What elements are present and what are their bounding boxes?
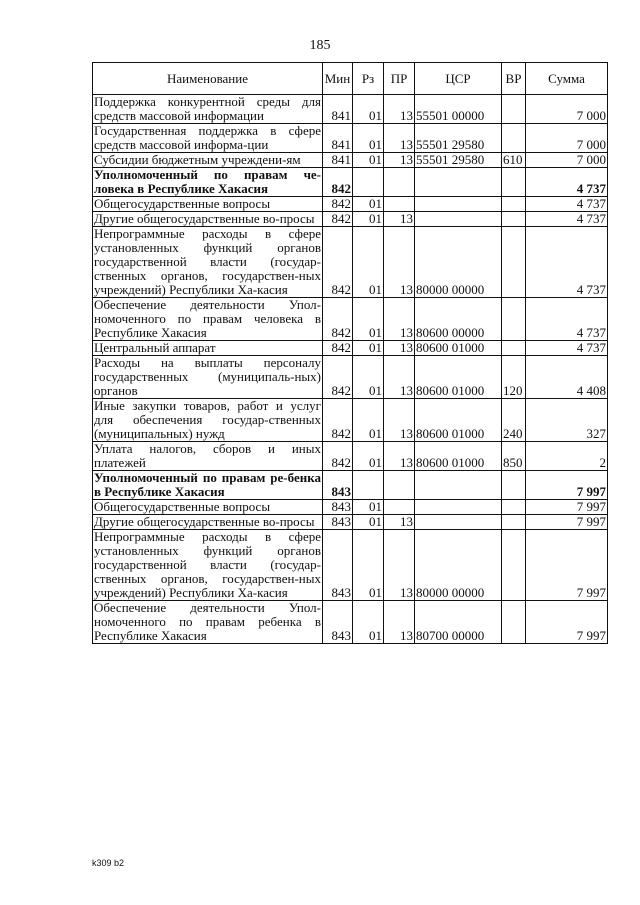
footer-code: k309 b2: [92, 858, 125, 868]
table-row: [93, 95, 608, 124]
header-min: Мин: [323, 63, 353, 95]
table-row: [93, 471, 608, 500]
cell-sum: 4 737: [526, 227, 608, 298]
cell-rz: [353, 168, 384, 197]
cell-sum: 4 737: [526, 168, 608, 197]
cell-vr: [502, 197, 526, 212]
cell-csr: 80700 00000: [415, 601, 502, 644]
cell-rz: 01: [353, 298, 384, 341]
cell-pr: 13: [384, 124, 415, 153]
cell-sum: 2: [526, 442, 608, 471]
table-row: [93, 124, 608, 153]
cell-pr: 13: [384, 341, 415, 356]
table-row: [93, 515, 608, 530]
cell-csr: 55501 29580: [415, 153, 502, 168]
table-row: [93, 227, 608, 298]
cell-min: 843: [323, 500, 353, 515]
cell-name: Расходы на выплаты персоналу государственных (муниципаль-ных) органов: [94, 355, 321, 398]
table-row: [93, 197, 608, 212]
cell-csr: [415, 471, 502, 500]
cell-vr: [502, 168, 526, 197]
cell-pr: [384, 197, 415, 212]
cell-sum: 7 997: [526, 471, 608, 500]
cell-pr: 13: [384, 153, 415, 168]
cell-pr: 13: [384, 601, 415, 644]
cell-pr: [384, 168, 415, 197]
cell-sum: 7 997: [526, 515, 608, 530]
cell-vr: [502, 95, 526, 124]
cell-min: 843: [323, 515, 353, 530]
cell-csr: 80600 01000: [415, 341, 502, 356]
cell-pr: 13: [384, 530, 415, 601]
cell-pr: 13: [384, 515, 415, 530]
header-sum: Сумма: [526, 63, 608, 95]
cell-sum: 7 997: [526, 601, 608, 644]
table-row: [93, 212, 608, 227]
cell-name: Непрограммные расходы в сфере установленных функций органов государственной власти (государ-ственных органов, государствен-ных учреждений) Республики Ха-касия: [94, 529, 321, 600]
cell-sum: 4 737: [526, 197, 608, 212]
cell-min: 842: [323, 197, 353, 212]
cell-pr: 13: [384, 95, 415, 124]
table-row: [93, 442, 608, 471]
cell-rz: 01: [353, 356, 384, 399]
cell-name: Непрограммные расходы в сфере установленных функций органов государственной власти (государ-ственных органов, государствен-ных учреждений) Республики Ха-касия: [94, 226, 321, 297]
table-row: [93, 530, 608, 601]
cell-vr: 120: [502, 356, 526, 399]
cell-vr: 850: [502, 442, 526, 471]
cell-csr: 80000 00000: [415, 227, 502, 298]
cell-rz: 01: [353, 442, 384, 471]
cell-csr: [415, 500, 502, 515]
cell-csr: 80600 01000: [415, 442, 502, 471]
cell-pr: 13: [384, 399, 415, 442]
cell-csr: [415, 197, 502, 212]
cell-vr: [502, 601, 526, 644]
cell-sum: 7 000: [526, 153, 608, 168]
cell-min: 843: [323, 601, 353, 644]
header-pr: ПР: [384, 63, 415, 95]
cell-sum: 7 997: [526, 530, 608, 601]
cell-min: 841: [323, 124, 353, 153]
cell-min: 842: [323, 442, 353, 471]
cell-csr: 55501 00000: [415, 95, 502, 124]
table-row: [93, 356, 608, 399]
cell-vr: 240: [502, 399, 526, 442]
cell-name: Другие общегосударственные во-просы: [93, 515, 323, 530]
cell-name: Общегосударственные вопросы: [93, 500, 323, 515]
cell-vr: [502, 298, 526, 341]
cell-min: 842: [323, 212, 353, 227]
cell-sum: 4 408: [526, 356, 608, 399]
cell-rz: 01: [353, 500, 384, 515]
cell-csr: [415, 212, 502, 227]
cell-name: Другие общегосударственные во-просы: [93, 212, 323, 227]
header-csr: ЦСР: [415, 63, 502, 95]
cell-rz: 01: [353, 530, 384, 601]
cell-min: 842: [323, 168, 353, 197]
cell-min: 842: [323, 227, 353, 298]
cell-csr: 80000 00000: [415, 530, 502, 601]
header-vr: ВР: [502, 63, 526, 95]
cell-rz: 01: [353, 601, 384, 644]
cell-sum: 7 997: [526, 500, 608, 515]
cell-pr: 13: [384, 227, 415, 298]
cell-sum: 327: [526, 399, 608, 442]
cell-csr: 55501 29580: [415, 124, 502, 153]
cell-vr: [502, 515, 526, 530]
cell-vr: [502, 471, 526, 500]
cell-min: 843: [323, 471, 353, 500]
table-row: [93, 399, 608, 442]
cell-sum: 4 737: [526, 298, 608, 341]
cell-min: 841: [323, 95, 353, 124]
cell-rz: 01: [353, 399, 384, 442]
cell-sum: 4 737: [526, 212, 608, 227]
cell-sum: 7 000: [526, 95, 608, 124]
cell-csr: 80600 01000: [415, 399, 502, 442]
cell-pr: 13: [384, 442, 415, 471]
cell-rz: 01: [353, 212, 384, 227]
header-rz: Рз: [353, 63, 384, 95]
cell-pr: 13: [384, 212, 415, 227]
cell-pr: [384, 471, 415, 500]
cell-csr: [415, 515, 502, 530]
cell-rz: 01: [353, 95, 384, 124]
cell-name: Центральный аппарат: [93, 341, 323, 356]
cell-rz: 01: [353, 197, 384, 212]
cell-vr: [502, 530, 526, 601]
cell-csr: 80600 01000: [415, 356, 502, 399]
cell-rz: 01: [353, 124, 384, 153]
cell-min: 842: [323, 399, 353, 442]
table-row: [93, 500, 608, 515]
cell-pr: 13: [384, 298, 415, 341]
cell-vr: [502, 227, 526, 298]
table-row: [93, 168, 608, 197]
cell-vr: [502, 500, 526, 515]
page-number: 185: [309, 38, 331, 53]
cell-min: 842: [323, 356, 353, 399]
table-row: [93, 341, 608, 356]
cell-min: 843: [323, 530, 353, 601]
cell-vr: [502, 124, 526, 153]
cell-vr: 610: [502, 153, 526, 168]
table-row: [93, 153, 608, 168]
cell-name: Поддержка конкурентной среды для средств массовой информации: [94, 94, 321, 123]
cell-min: 842: [323, 298, 353, 341]
cell-csr: [415, 168, 502, 197]
cell-rz: 01: [353, 341, 384, 356]
cell-min: 842: [323, 341, 353, 356]
header-row: [93, 63, 608, 95]
cell-sum: 7 000: [526, 124, 608, 153]
cell-name: Государственная поддержка в сфере средств массовой информа-ции: [94, 123, 321, 152]
budget-table: [92, 62, 608, 644]
cell-vr: [502, 212, 526, 227]
cell-name: Уполномоченный по правам ре-бенка в Республике Хакасия: [94, 470, 321, 499]
table-row: [93, 601, 608, 644]
cell-name: Обеспечение деятельности Упол-номоченного по правам ребенка в Республике Хакасия: [94, 600, 321, 643]
cell-name: Уплата налогов, сборов и иных платежей: [94, 441, 321, 470]
cell-pr: [384, 500, 415, 515]
cell-name: Общегосударственные вопросы: [93, 197, 323, 212]
cell-min: 841: [323, 153, 353, 168]
cell-name: Иные закупки товаров, работ и услуг для обеспечения государ-ственных (муниципальных) нужд: [94, 398, 321, 441]
cell-name: Уполномоченный по правам че-ловека в Республике Хакасия: [94, 167, 321, 196]
cell-csr: 80600 00000: [415, 298, 502, 341]
cell-name: Обеспечение деятельности Упол-номоченного по правам человека в Республике Хакасия: [94, 297, 321, 340]
cell-rz: [353, 471, 384, 500]
cell-rz: 01: [353, 515, 384, 530]
cell-sum: 4 737: [526, 341, 608, 356]
cell-rz: 01: [353, 153, 384, 168]
cell-name: Субсидии бюджетным учреждени-ям: [93, 153, 323, 168]
table-row: [93, 298, 608, 341]
header-name: Наименование: [93, 63, 323, 95]
cell-pr: 13: [384, 356, 415, 399]
cell-rz: 01: [353, 227, 384, 298]
cell-vr: [502, 341, 526, 356]
